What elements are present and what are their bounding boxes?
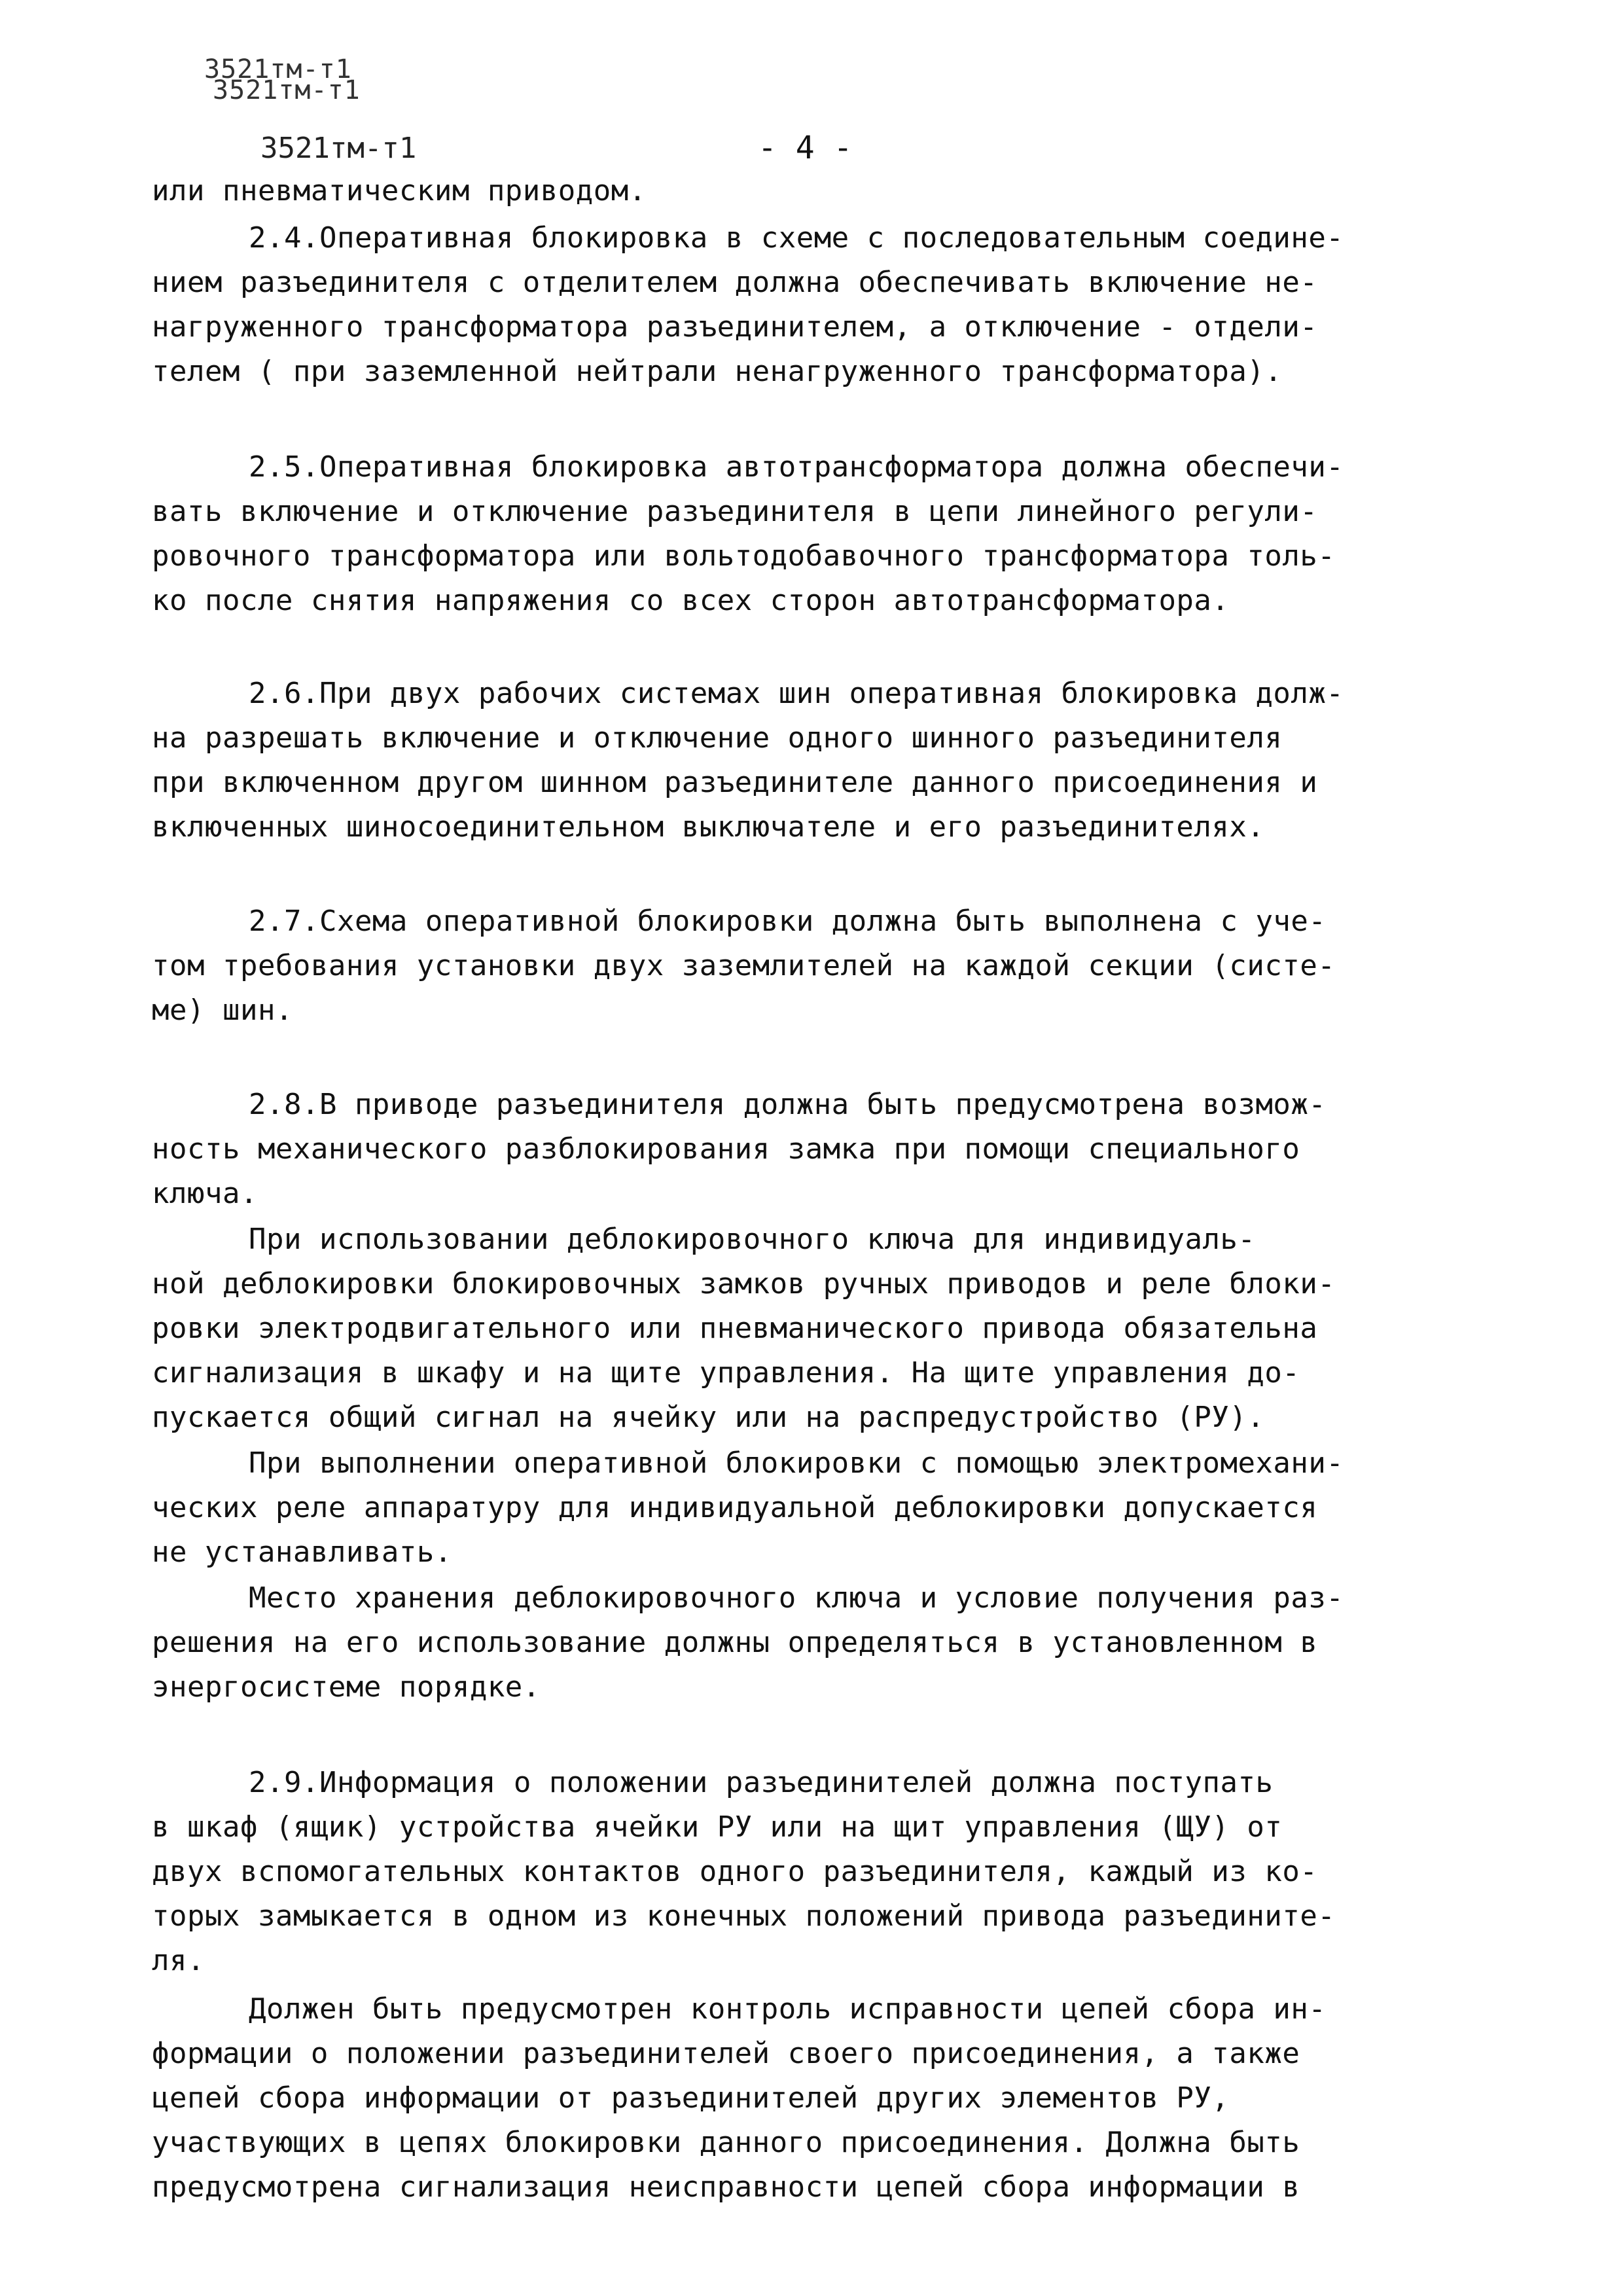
text-line: участвующих в цепях блокировки данного присоединения. Должна быть bbox=[152, 2126, 1300, 2159]
document-code: 3521тм-т1 bbox=[260, 132, 417, 165]
text-line: двух вспомогательных контактов одного разъединителя, каждый из ко- bbox=[152, 1855, 1318, 1888]
text-line: Место хранения деблокировочного ключа и условие получения раз- bbox=[249, 1581, 1344, 1615]
text-line: ровочного трансформатора или вольтодобавочного трансформатора толь- bbox=[152, 539, 1336, 573]
text-line: том требования установки двух заземлителей на каждой секции (систе- bbox=[152, 949, 1336, 982]
text-line: формации о положении разъединителей своего присоединения, а также bbox=[152, 2037, 1300, 2070]
text-line: торых замыкается в одном из конечных положений привода разъедините- bbox=[152, 1899, 1336, 1933]
text-line: 2.9.Информация о положении разъединителей должна поступать bbox=[249, 1766, 1274, 1799]
text-line: сигнализация в шкафу и на щите управления. На щите управления до- bbox=[152, 1356, 1300, 1390]
text-line: 2.6.При двух рабочих системах шин оперативная блокировка долж- bbox=[249, 677, 1344, 710]
text-line: ровки электродвигательного или пневманического привода обязательна bbox=[152, 1312, 1318, 1345]
text-line: на разрешать включение и отключение одного шинного разъединителя bbox=[152, 721, 1283, 755]
text-line: Должен быть предусмотрен контроль исправности цепей сбора ин- bbox=[249, 1992, 1327, 2026]
archive-stamp-bottom: 3521тм-т1 bbox=[213, 75, 361, 105]
text-line: не устанавливать. bbox=[152, 1535, 452, 1569]
text-line: решения на его использование должны определяться в установленном в bbox=[152, 1626, 1318, 1659]
text-line: ческих реле аппаратуру для индивидуальной деблокировки допускается bbox=[152, 1491, 1318, 1524]
text-line: 2.5.Оперативная блокировка автотрансформатора должна обеспечи- bbox=[249, 450, 1344, 484]
text-line: ко после снятия напряжения со всех сторон автотрансформатора. bbox=[152, 584, 1230, 617]
text-line: При выполнении оперативной блокировки с помощью электромехани- bbox=[249, 1446, 1344, 1480]
text-line: в шкаф (ящик) устройства ячейки РУ или на щит управления (ЩУ) от bbox=[152, 1810, 1283, 1844]
text-line: предусмотрена сигнализация неисправности цепей сбора информации в bbox=[152, 2170, 1300, 2204]
text-line: или пневматическим приводом. bbox=[152, 174, 647, 207]
text-line: энергосистеме порядке. bbox=[152, 1670, 541, 1704]
text-line: ключа. bbox=[152, 1177, 258, 1210]
text-line: телем ( при заземленной нейтрали ненагруженного трансформатора). bbox=[152, 355, 1283, 388]
text-line: при включенном другом шинном разъединителе данного присоединения и bbox=[152, 766, 1318, 799]
text-line: вать включение и отключение разъединителя в цепи линейного регули- bbox=[152, 495, 1318, 528]
text-line: ность механического разблокирования замка при помощи специального bbox=[152, 1132, 1300, 1166]
text-line: цепей сбора информации от разъединителей других элементов РУ, bbox=[152, 2081, 1230, 2115]
page-number: - 4 - bbox=[758, 130, 853, 166]
text-line: ля. bbox=[152, 1944, 205, 1977]
text-line: 2.4.Оперативная блокировка в схеме с последовательным соедине- bbox=[249, 221, 1344, 255]
text-line: ме) шин. bbox=[152, 994, 293, 1027]
text-line: пускается общий сигнал на ячейку или на распредустройство (РУ). bbox=[152, 1401, 1265, 1434]
text-line: При использовании деблокировочного ключа для индивидуаль- bbox=[249, 1223, 1256, 1256]
text-line: ной деблокировки блокировочных замков ручных приводов и реле блоки- bbox=[152, 1267, 1336, 1300]
text-line: нагруженного трансформатора разъединителем, а отключение - отдели- bbox=[152, 310, 1318, 344]
text-line: 2.7.Схема оперативной блокировки должна быть выполнена с уче- bbox=[249, 905, 1327, 938]
archive-stamp-top: 3521тм-т1 bbox=[204, 54, 352, 84]
text-line: 2.8.В приводе разъединителя должна быть предусмотрена возмож- bbox=[249, 1088, 1327, 1121]
text-line: включенных шиносоединительном выключателе и его разъединителях. bbox=[152, 810, 1265, 844]
text-line: нием разъединителя с отделителем должна обеспечивать включение не- bbox=[152, 266, 1318, 299]
